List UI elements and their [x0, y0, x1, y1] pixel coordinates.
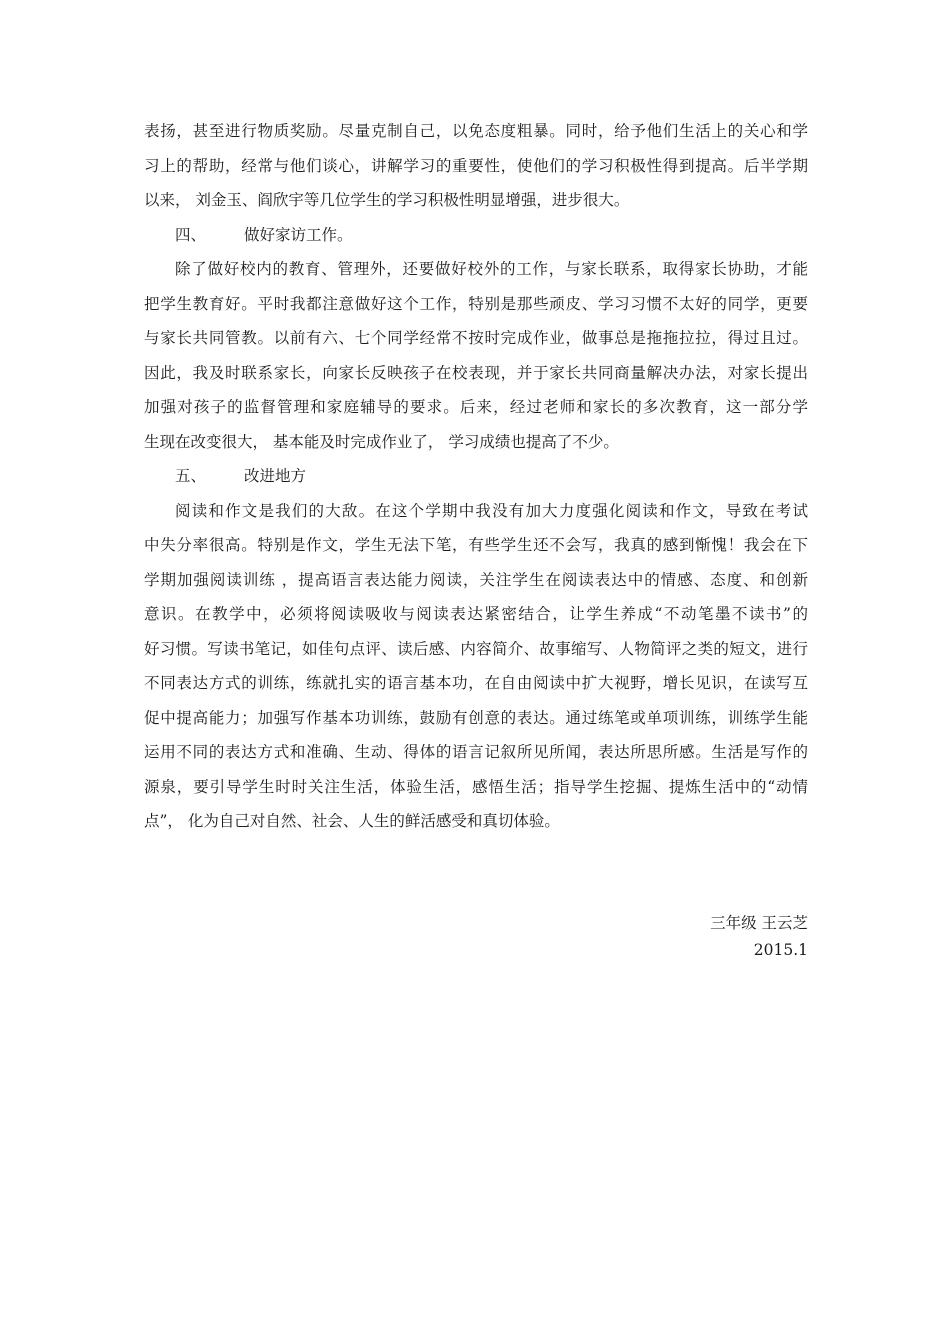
paragraph-line: 因此，我及时联系家长，向家长反映孩子在校表现，并于家长共同商量解决办法，对家长提出	[144, 363, 808, 382]
paragraph-line: 与家长共同管教。以前有六、七个同学经常不按时完成作业，做事总是拖拖拉拉，得过且过。	[144, 329, 808, 347]
paragraph-line: 促中提高能力；加强写作基本功训练，鼓励有创意的表达。通过练笔或单项训练，训练学生能	[144, 708, 808, 727]
paragraph-line: 源泉，要引导学生时时关注生活，体验生活，感悟生活；指导学生挖掘、提炼生活中的“动情	[144, 777, 808, 796]
section-number: 五、	[175, 467, 207, 485]
paragraph-line: 点”， 化为自己对自然、社会、人生的鲜活感受和真切体验。	[144, 812, 560, 830]
paragraph-line: 除了做好校内的教育、管理外，还要做好校外的工作，与家长联系，取得家长协助，才能	[175, 260, 808, 278]
paragraph-line: 运用不同的表达方式和准确、生动、得体的语言记叙所见所闻，表达所思所感。生活是写作的	[144, 743, 808, 761]
section-title: 改进地方	[244, 467, 307, 485]
paragraph-line: 以来， 刘金玉、阎欣宇等几位学生的学习积极性明显增强，进步很大。	[144, 191, 630, 209]
signature-block	[144, 910, 808, 964]
paragraph-line: 阅读和作文是我们的大敌。在这个学期中我没有加大力度强化阅读和作文，导致在考试	[175, 501, 808, 520]
document-body	[144, 114, 808, 839]
paragraph-line: 好习惯。写读书笔记，如佳句点评、读后感、内容简介、故事缩写、人物简评之类的短文，进行	[144, 639, 808, 658]
paragraph-line: 意识。在教学中，必须将阅读吸收与阅读表达紧密结合，让学生养成“不动笔墨不读书”的	[144, 605, 808, 623]
paragraph-line: 学期加强阅读训练 ，提高语言表达能力阅读，关注学生在阅读表达中的情感、态度、和创新	[144, 570, 808, 589]
paragraph-line: 加强对孩子的监督管理和家庭辅导的要求。后来，经过老师和家长的多次教育，这一部分学	[144, 398, 808, 416]
paragraph-line: 中失分率很高。特别是作文，学生无法下笔，有些学生还不会写，我真的感到惭愧！我会在下	[144, 536, 808, 554]
signature-author: 三年级 王云芝	[710, 914, 808, 932]
paragraph-line: 生现在改变很大， 基本能及时完成作业了， 学习成绩也提高了不少。	[144, 432, 619, 451]
paragraph-line: 习上的帮助，经常与他们谈心，讲解学习的重要性，使他们的学习积极性得到提高。后半学期	[144, 156, 808, 175]
section-heading-4	[144, 218, 808, 253]
section-number: 四、	[175, 225, 207, 244]
section-title: 做好家访工作。	[244, 225, 353, 244]
signature-date: 2015.1	[753, 941, 808, 959]
paragraph-line: 不同表达方式的训练，练就扎实的语言基本功，在自由阅读中扩大视野，增长见识，在读写互	[144, 674, 808, 692]
section-heading-5	[144, 459, 808, 494]
paragraph-line: 把学生教育好。平时我都注意做好这个工作，特别是那些顽皮、学习习惯不太好的同学，更要	[144, 294, 808, 313]
paragraph-line: 表扬，甚至进行物质奖励。尽量克制自己，以免态度粗暴。同时，给予他们生活上的关心和学	[144, 122, 808, 140]
